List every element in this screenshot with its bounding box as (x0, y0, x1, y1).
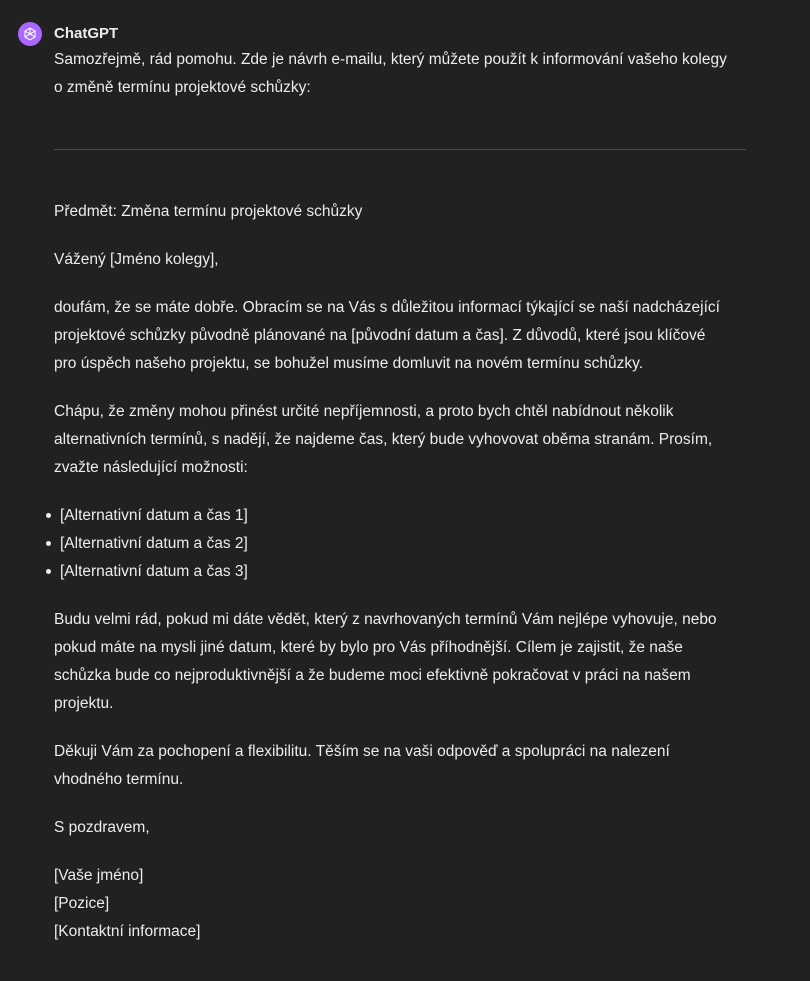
intro-line: Samozřejmě, rád pomohu. Zde je návrh e-mailu, který můžete použít k informování vašeho kolegy (54, 51, 727, 68)
signature-line: [Vaše jméno] (54, 867, 144, 884)
intro-line: o změně termínu projektové schůzky: (54, 79, 311, 96)
option-text: [Alternativní datum a čas 3] (60, 563, 248, 580)
sender-name: ChatGPT (54, 25, 119, 42)
list-item (44, 530, 248, 558)
option-text: [Alternativní datum a čas 1] (60, 507, 248, 524)
paragraph-line: projektové schůzky původně plánované na [původní datum a čas]. Z důvodů, které jsou klíčové (54, 327, 706, 344)
signature-line: [Pozice] (54, 895, 110, 912)
horizontal-divider (54, 149, 746, 150)
paragraph-line: pro úspěch našeho projektu, se bohužel musíme domluvit na novém termínu schůzky. (54, 355, 644, 372)
paragraph-line: alternativních termínů, s nadějí, že najdeme čas, který bude vyhovovat oběma stranám. Prosím, (54, 431, 713, 448)
email-closing (54, 814, 754, 842)
email-signature (54, 862, 754, 946)
bullet-icon (46, 541, 51, 546)
paragraph-line: doufám, že se máte dobře. Obracím se na Vás s důležitou informací týkající se naší nadcházející (54, 299, 720, 316)
paragraph-line: Chápu, že změny mohou přinést určité nepříjemnosti, a proto bych chtěl nabídnout několik (54, 403, 674, 420)
paragraph-line: pokud máte na mysli jiné datum, které by bylo pro Vás příhodnější. Cílem je zajistit, že naše (54, 639, 683, 656)
options-list (44, 502, 248, 586)
paragraph-line: Budu velmi rád, pokud mi dáte vědět, který z navrhovaných termínů Vám nejlépe vyhovuje, nebo (54, 611, 717, 628)
paragraph-line: schůzka bude co nejproduktivnější a že budeme moci efektivně pokračovat v práci na našem (54, 667, 691, 684)
greeting-line: Vážený [Jméno kolegy], (54, 251, 219, 268)
closing-line: S pozdravem, (54, 819, 150, 836)
paragraph-line: vhodného termínu. (54, 771, 184, 788)
bullet-icon (46, 513, 51, 518)
openai-logo-icon (22, 26, 38, 42)
option-text: [Alternativní datum a čas 2] (60, 535, 248, 552)
email-paragraph-4 (54, 738, 754, 794)
email-paragraph-3 (54, 606, 754, 718)
paragraph-line: zvažte následující možnosti: (54, 459, 248, 476)
chatgpt-avatar (18, 22, 42, 46)
list-item (44, 558, 248, 586)
email-greeting (54, 246, 754, 274)
list-item (44, 502, 248, 530)
paragraph-line: projektu. (54, 695, 114, 712)
signature-line: [Kontaktní informace] (54, 923, 201, 940)
email-paragraph-1 (54, 294, 754, 378)
email-paragraph-2 (54, 398, 754, 482)
subject-line: Předmět: Změna termínu projektové schůzky (54, 203, 363, 220)
email-subject (54, 198, 754, 226)
paragraph-line: Děkuji Vám za pochopení a flexibilitu. Těším se na vaši odpověď a spolupráci na nalezení (54, 743, 670, 760)
intro-text (54, 46, 754, 102)
bullet-icon (46, 569, 51, 574)
